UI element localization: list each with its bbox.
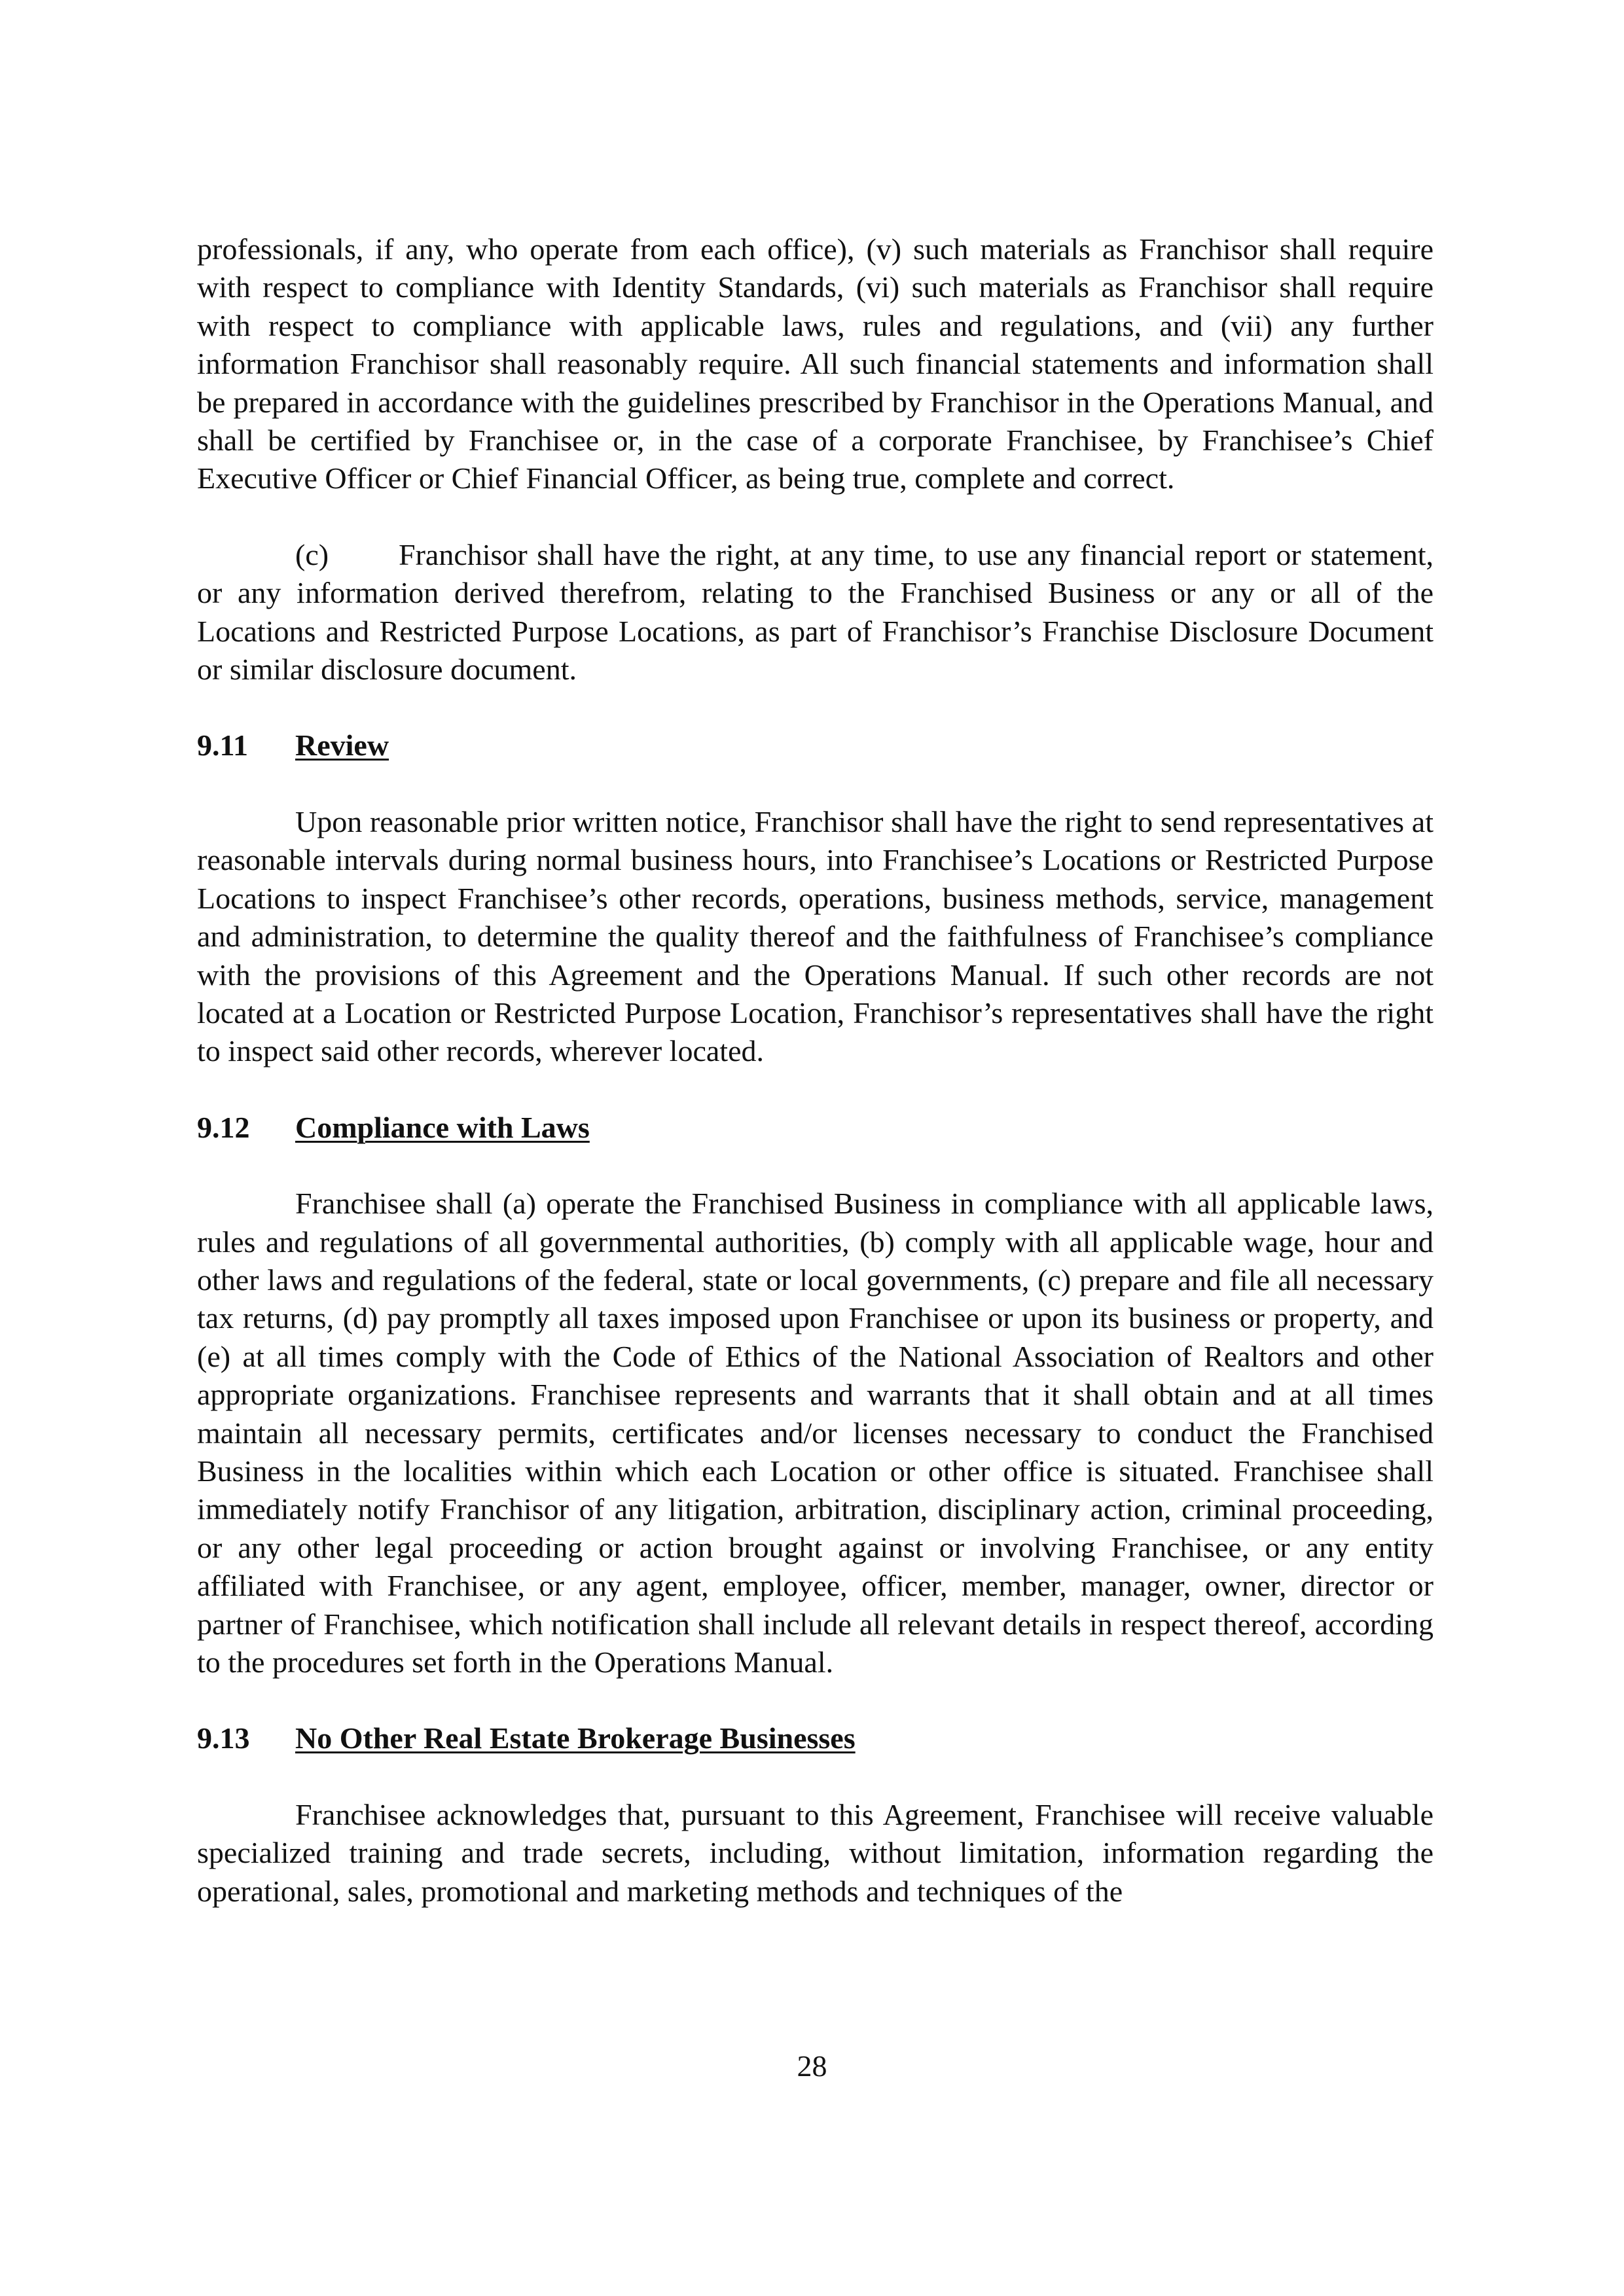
section-title: Compliance with Laws bbox=[295, 1110, 590, 1144]
subsection-marker: (c) bbox=[295, 537, 329, 571]
section-number: 9.12 bbox=[197, 1110, 250, 1144]
page-number: 28 bbox=[797, 2049, 827, 2083]
no-other-brokerage-paragraph: Franchisee acknowledges that, pursuant to this Agreement, Franchisee will receive valuable specialized training and trade secrets, including, without limitation, information regarding the operational, sales, promotional and marketing methods and techniques of the bbox=[197, 1797, 1434, 1908]
section-title: Review bbox=[295, 728, 389, 762]
subsection-c-paragraph bbox=[197, 536, 1434, 689]
section-heading-9-11 bbox=[197, 726, 1434, 764]
paragraph-spacer bbox=[197, 1147, 1434, 1185]
paragraph-spacer bbox=[197, 1681, 1434, 1719]
paragraph-spacer bbox=[197, 1758, 1434, 1796]
page-body bbox=[197, 230, 1434, 1910]
continued-paragraph: professionals, if any, who operate from each office), (v) such materials as Franchisor shall require with respect to compliance with Identity Standards, (vi) such materials as Franchisor shall require with respect to compliance with applicable laws, rules and regulations, and (vii) any further information Franchisor shall reasonably require. All such financial statements and information shall be prepared in accordance with the guidelines prescribed by Franchisor in the Operations Manual, and shall be certified by Franchisee or, in the case of a corporate Franchisee, by Franchisee’s Chief Executive Officer or Chief Financial Officer, as being true, complete and correct. bbox=[197, 232, 1434, 495]
paragraph-spacer bbox=[197, 765, 1434, 803]
section-heading-9-12 bbox=[197, 1109, 1434, 1147]
paragraph-spacer bbox=[197, 689, 1434, 726]
section-heading-9-13 bbox=[197, 1719, 1434, 1757]
section-number: 9.11 bbox=[197, 728, 248, 762]
section-number: 9.13 bbox=[197, 1721, 250, 1755]
review-paragraph: Upon reasonable prior written notice, Franchisor shall have the right to send representatives at reasonable intervals during normal business hours, into Franchisee’s Locations or Restricted Purpose Locations to inspect Franchisee’s other records, operations, business methods, service, management and administration, to determine the quality thereof and the faithfulness of Franchisee’s compliance with the provisions of this Agreement and the Operations Manual. If such other records are not located at a Location or Restricted Purpose Location, Franchisor’s representatives shall have the right to inspect said other records, wherever located. bbox=[197, 804, 1434, 1068]
section-title: No Other Real Estate Brokerage Businesses bbox=[295, 1721, 856, 1755]
compliance-paragraph: Franchisee shall (a) operate the Franchised Business in compliance with all applicable laws, rules and regulations of all governmental authorities, (b) comply with all applicable wage, hour and other laws and regulations of the federal, state or local governments, (c) prepare and file all necessary tax returns, (d) pay promptly all taxes imposed upon Franchisee or upon its business or property, and (e) at all times comply with the Code of Ethics of the National Association of Realtors and other appropriate organizations. Franchisee represents and warrants that it shall obtain and at all times maintain all necessary permits, certificates and/or licenses necessary to conduct the Franchised Business in the localities within which each Location or other office is situated. Franchisee shall immediately notify Franchisor of any litigation, arbitration, disciplinary action, criminal proceeding, or any other legal proceeding or action brought against or involving Franchisee, or any entity affiliated with Franchisee, or any agent, employee, officer, member, manager, owner, director or partner of Franchisee, which notification shall include all relevant details in respect thereof, according to the procedures set forth in the Operations Manual. bbox=[197, 1187, 1434, 1679]
paragraph-spacer bbox=[197, 498, 1434, 536]
paragraph-spacer bbox=[197, 1071, 1434, 1109]
subsection-c-text: Franchisor shall have the right, at any time, to use any financial report or statement, or any information derived therefrom, relating to the Franchised Business or any or all of the Locations and Restricted Purpose Locations, as part of Franchisor’s Franchise Disclosure Document or similar disclosure document. bbox=[197, 537, 1434, 687]
